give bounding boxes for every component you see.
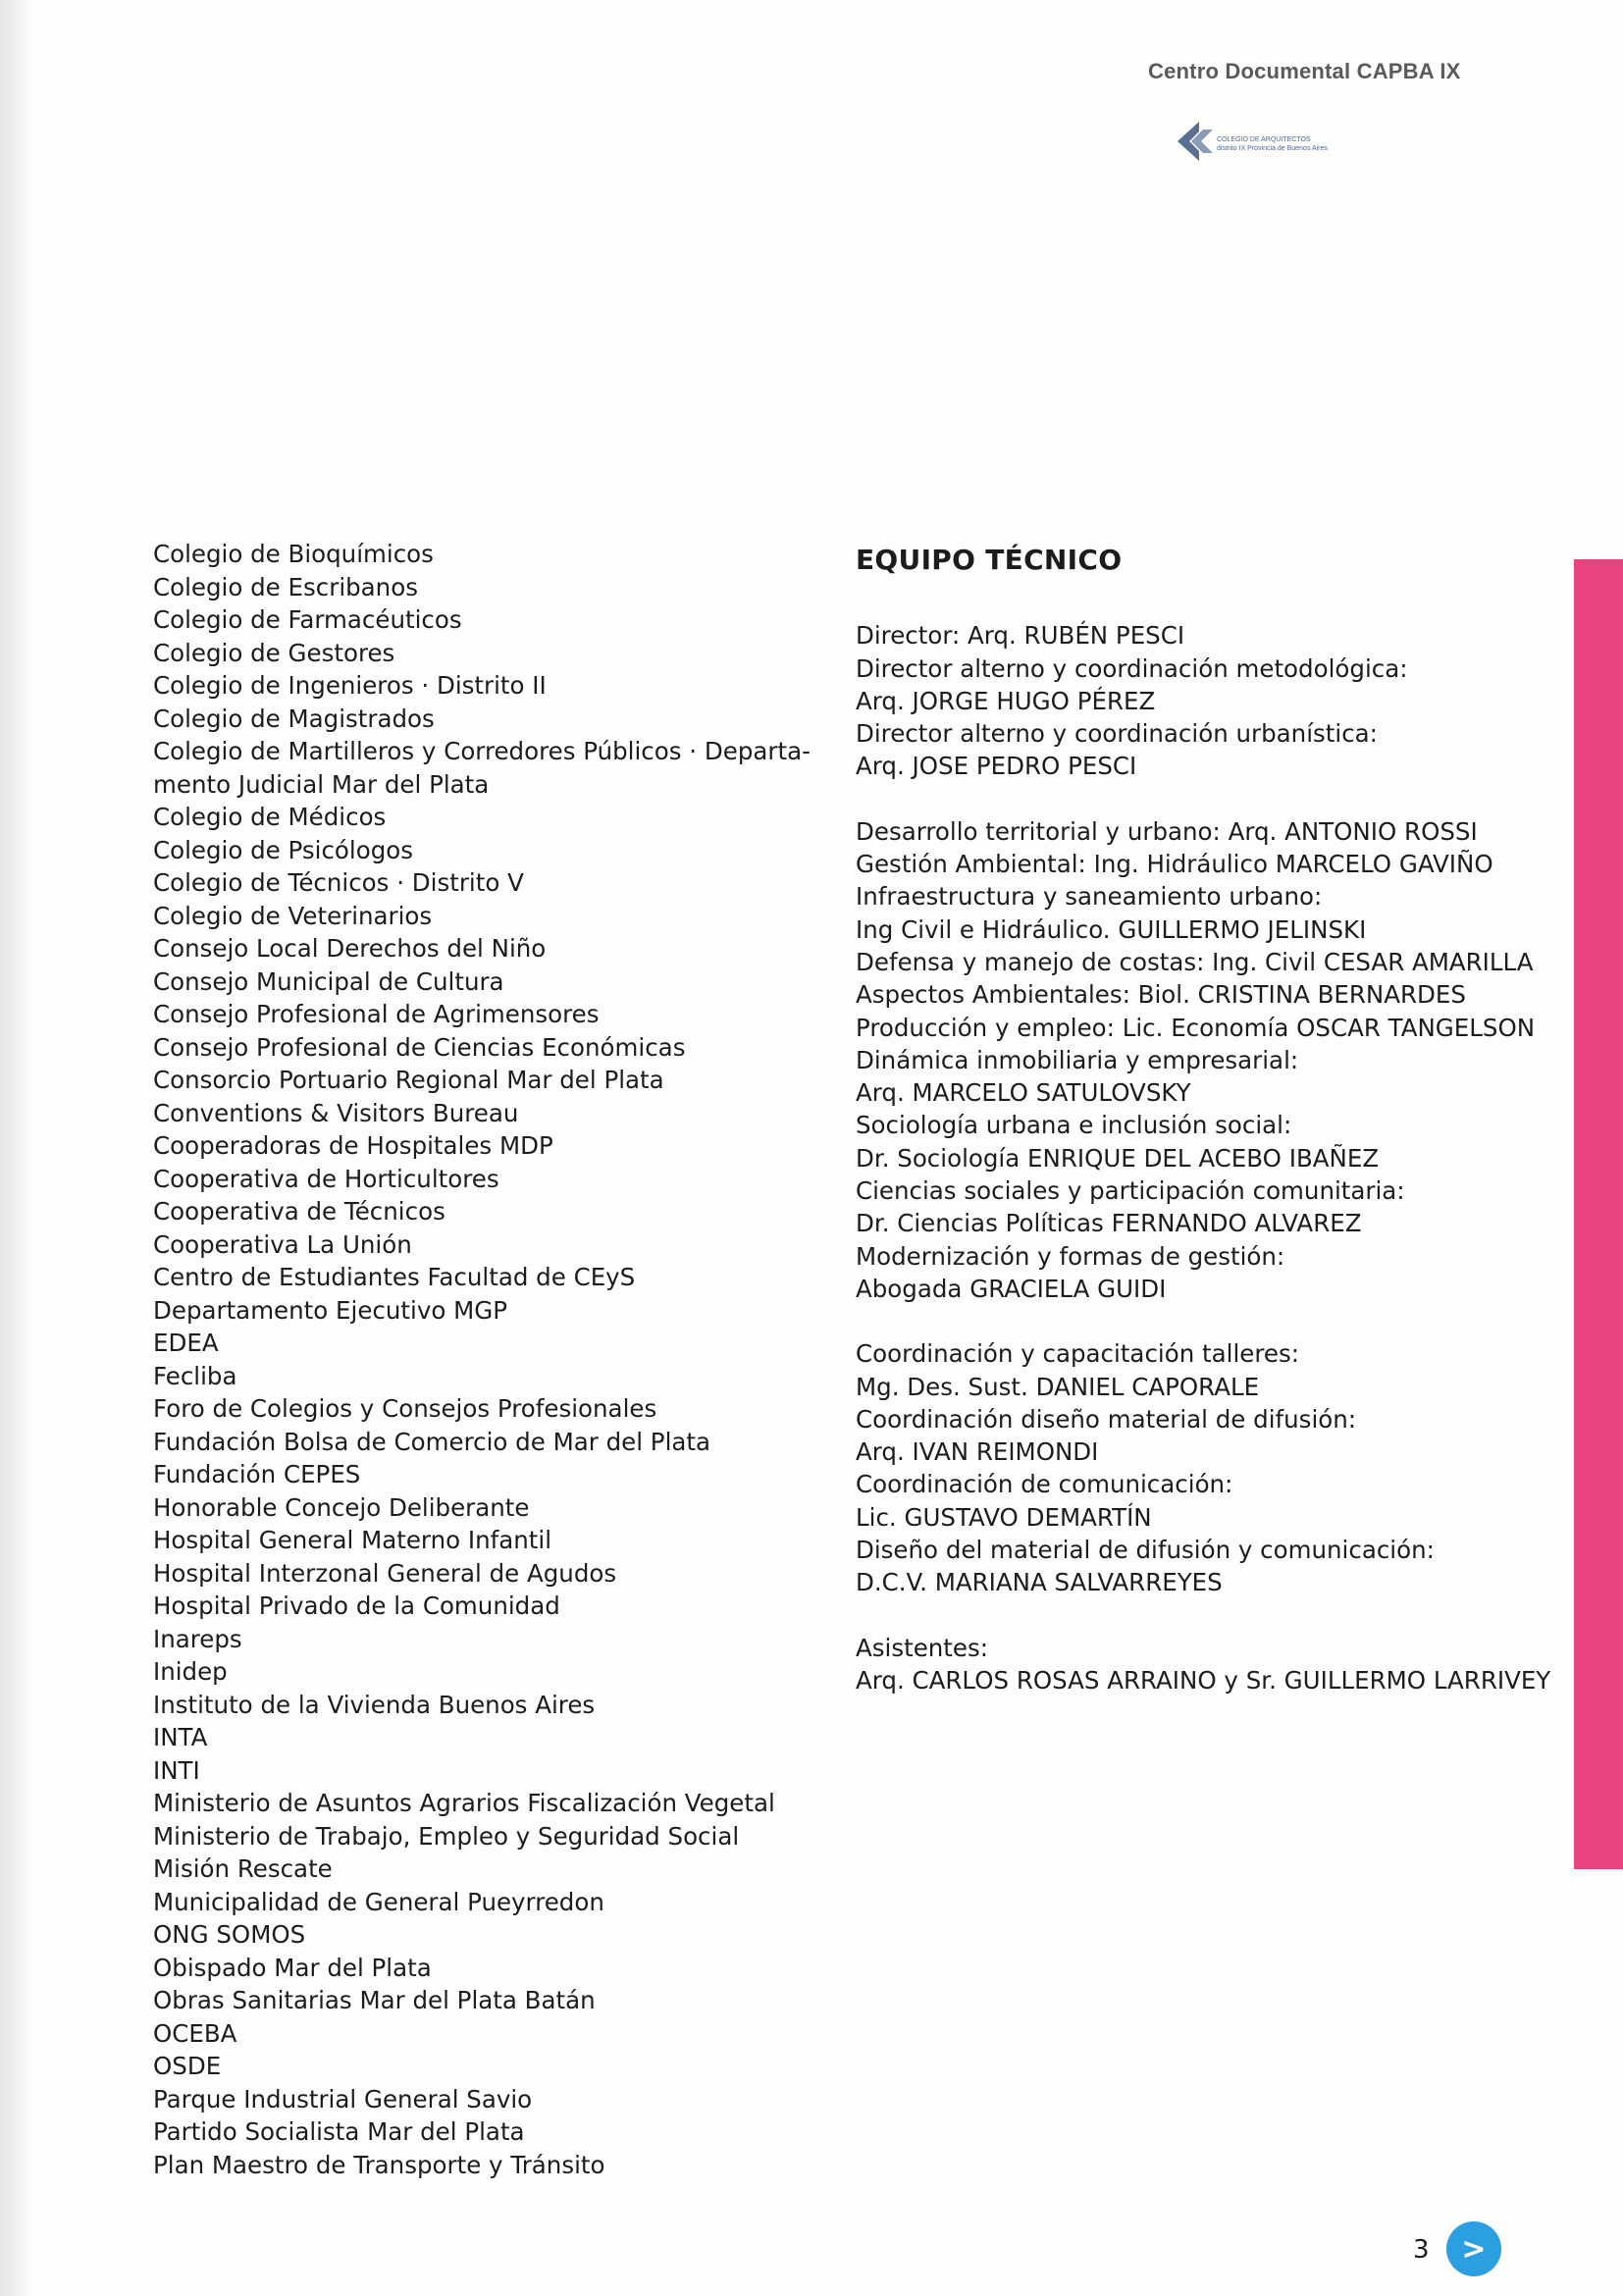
team-line: Desarrollo territorial y urbano: Arq. ANTONIO ROSSI bbox=[856, 816, 1478, 846]
organization-item: Ministerio de Asuntos Agrarios Fiscalización Vegetal bbox=[153, 1789, 775, 1817]
organization-item: Colegio de Gestores bbox=[153, 638, 395, 667]
organization-item: Colegio de Escribanos bbox=[153, 572, 418, 601]
organization-item: Cooperativa de Horticultores bbox=[153, 1164, 499, 1193]
team-line: Diseño del material de difusión y comunicación: bbox=[856, 1536, 1435, 1565]
section-color-tab bbox=[1574, 559, 1623, 1869]
organization-item: Centro de Estudiantes Facultad de CEyS bbox=[153, 1263, 636, 1291]
organization-item: INTA bbox=[153, 1723, 208, 1751]
organization-item: Cooperativa de Técnicos bbox=[153, 1197, 445, 1226]
block-spacer bbox=[856, 1599, 1562, 1632]
team-line: Lic. GUSTAVO DEMARTÍN bbox=[856, 1502, 1152, 1532]
team-line: Infraestructura y saneamiento urbano: bbox=[856, 882, 1323, 912]
team-line: Dr. Ciencias Políticas FERNANDO ALVAREZ bbox=[856, 1209, 1362, 1238]
logo-text-line1: COLEGIO DE ARQUITECTOS bbox=[1217, 136, 1311, 143]
organization-item: Colegio de Farmacéuticos bbox=[153, 605, 462, 634]
organization-item: Fundación CEPES bbox=[153, 1460, 361, 1488]
organization-item: Parque Industrial General Savio bbox=[153, 2084, 533, 2113]
team-line: Producción y empleo: Lic. Economía OSCAR TANGELSON bbox=[856, 1013, 1536, 1042]
organization-item: Consejo Municipal de Cultura bbox=[153, 966, 504, 996]
team-line: Asistentes: bbox=[856, 1633, 989, 1662]
organization-item: Colegio de Bioquímicos bbox=[153, 540, 434, 568]
team-line: Abogada GRACIELA GUIDI bbox=[856, 1274, 1167, 1303]
team-line: Arq. MARCELO SATULOVSKY bbox=[856, 1078, 1191, 1108]
organization-item: Consejo Profesional de Agrimensores bbox=[153, 1000, 600, 1028]
logo-text-line2: distrito IX Provincia de Buenos Aires bbox=[1217, 145, 1328, 152]
team-line: Arq. JOSE PEDRO PESCI bbox=[856, 752, 1137, 781]
team-line: Gestión Ambiental: Ing. Hidráulico MARCELO GAVIÑO bbox=[856, 850, 1493, 879]
team-line: Sociología urbana e inclusión social: bbox=[856, 1111, 1292, 1140]
block-spacer bbox=[856, 783, 1562, 815]
block-spacer bbox=[856, 1305, 1562, 1337]
organization-item: ONG SOMOS bbox=[153, 1920, 306, 1949]
next-page-button[interactable]: > bbox=[1446, 2221, 1501, 2276]
team-line: Arq. JORGE HUGO PÉREZ bbox=[856, 686, 1156, 715]
organization-item: Obras Sanitarias Mar del Plata Batán bbox=[153, 1986, 596, 2014]
organization-item: Colegio de Técnicos · Distrito V bbox=[153, 868, 524, 897]
team-line: Defensa y manejo de costas: Ing. Civil CESAR AMARILLA bbox=[856, 947, 1534, 976]
section-title: EQUIPO TÉCNICO bbox=[856, 544, 1123, 576]
organization-item: OSDE bbox=[153, 2052, 222, 2080]
team-block-specialists bbox=[856, 815, 1562, 1305]
organization-item: mento Judicial Mar del Plata bbox=[153, 769, 490, 799]
organization-item: Honorable Concejo Deliberante bbox=[153, 1492, 530, 1522]
organization-item: Hospital Privado de la Comunidad bbox=[153, 1592, 560, 1620]
team-line: D.C.V. MARIANA SALVARREYES bbox=[856, 1568, 1223, 1597]
organization-item: Colegio de Veterinarios bbox=[153, 901, 433, 930]
team-line: Dinámica inmobiliaria y empresarial: bbox=[856, 1045, 1299, 1074]
organization-item: Municipalidad de General Pueyrredon bbox=[153, 1887, 604, 1916]
team-block-coordination bbox=[856, 1337, 1562, 1598]
organization-item: Departamento Ejecutivo MGP bbox=[153, 1295, 507, 1325]
organization-item: Foro de Colegios y Consejos Profesionales bbox=[153, 1394, 657, 1423]
organization-item: Cooperadoras de Hospitales MDP bbox=[153, 1131, 553, 1160]
organization-item: Inareps bbox=[153, 1624, 242, 1653]
organization-item: Hospital Interzonal General de Agudos bbox=[153, 1558, 617, 1588]
organization-item: Consejo Local Derechos del Niño bbox=[153, 934, 547, 963]
organization-item: Consejo Profesional de Ciencias Económicas bbox=[153, 1032, 686, 1062]
organization-item: Cooperativa La Unión bbox=[153, 1229, 412, 1259]
team-line: Coordinación diseño material de difusión: bbox=[856, 1404, 1357, 1434]
organization-item: Colegio de Psicólogos bbox=[153, 835, 414, 864]
team-line: Arq. CARLOS ROSAS ARRAINO y Sr. GUILLERMO LARRIVEY bbox=[856, 1665, 1551, 1695]
organization-item: Instituto de la Vivienda Buenos Aires bbox=[153, 1690, 596, 1719]
team-block-assistants bbox=[856, 1632, 1562, 1697]
team-line: Coordinación de comunicación: bbox=[856, 1470, 1233, 1499]
organization-item: Conventions & Visitors Bureau bbox=[153, 1098, 519, 1127]
team-line: Ing Civil e Hidráulico. GUILLERMO JELINSKI bbox=[856, 914, 1367, 944]
team-line: Coordinación y capacitación talleres: bbox=[856, 1339, 1299, 1369]
organization-item: EDEA bbox=[153, 1329, 219, 1357]
organization-item: Inidep bbox=[153, 1657, 228, 1686]
organization-item: Colegio de Médicos bbox=[153, 803, 387, 831]
organization-item: Fecliba bbox=[153, 1361, 237, 1390]
organization-item: INTI bbox=[153, 1755, 200, 1785]
team-line: Director: Arq. RUBÉN PESCI bbox=[856, 621, 1185, 651]
page-number: 3 bbox=[1413, 2235, 1430, 2265]
organization-item: Ministerio de Trabajo, Empleo y Seguridad Social bbox=[153, 1821, 740, 1851]
organization-item: Consorcio Portuario Regional Mar del Plata bbox=[153, 1066, 664, 1094]
organization-item: Plan Maestro de Transporte y Tránsito bbox=[153, 2150, 605, 2179]
team-line: Modernización y formas de gestión: bbox=[856, 1241, 1285, 1271]
organization-item: Partido Socialista Mar del Plata bbox=[153, 2117, 525, 2146]
logo-mark-icon bbox=[1174, 118, 1217, 165]
logo-text bbox=[1217, 135, 1328, 153]
organization-item: Misión Rescate bbox=[153, 1854, 333, 1883]
team-line: Aspectos Ambientales: Biol. CRISTINA BERNARDES bbox=[856, 980, 1466, 1010]
organization-item: Obispado Mar del Plata bbox=[153, 1953, 432, 1982]
team-line: Director alterno y coordinación urbanística: bbox=[856, 719, 1378, 749]
team-line: Arq. IVAN REIMONDI bbox=[856, 1437, 1099, 1467]
organization-item: Hospital General Materno Infantil bbox=[153, 1526, 552, 1554]
team-line: Dr. Sociología ENRIQUE DEL ACEBO IBAÑEZ bbox=[856, 1143, 1380, 1173]
organization-item: Fundación Bolsa de Comercio de Mar del Plata bbox=[153, 1427, 711, 1456]
team-line: Director alterno y coordinación metodológica: bbox=[856, 653, 1408, 683]
organization-item: OCEBA bbox=[153, 2018, 237, 2048]
team-line: Ciencias sociales y participación comunitaria: bbox=[856, 1176, 1405, 1206]
organization-item: Colegio de Magistrados bbox=[153, 704, 435, 733]
organization-item: Colegio de Ingenieros · Distrito II bbox=[153, 671, 547, 700]
technical-team bbox=[856, 538, 1562, 1696]
organizations-list bbox=[153, 538, 820, 2181]
organization-item: Colegio de Martilleros y Corredores Públicos · Departa- bbox=[153, 737, 811, 765]
team-block-direction bbox=[856, 619, 1562, 782]
capba-logo bbox=[1174, 118, 1350, 175]
binding-shadow bbox=[0, 0, 33, 2296]
document-center-header: Centro Documental CAPBA IX bbox=[1148, 59, 1461, 83]
team-line: Mg. Des. Sust. DANIEL CAPORALE bbox=[856, 1372, 1260, 1401]
